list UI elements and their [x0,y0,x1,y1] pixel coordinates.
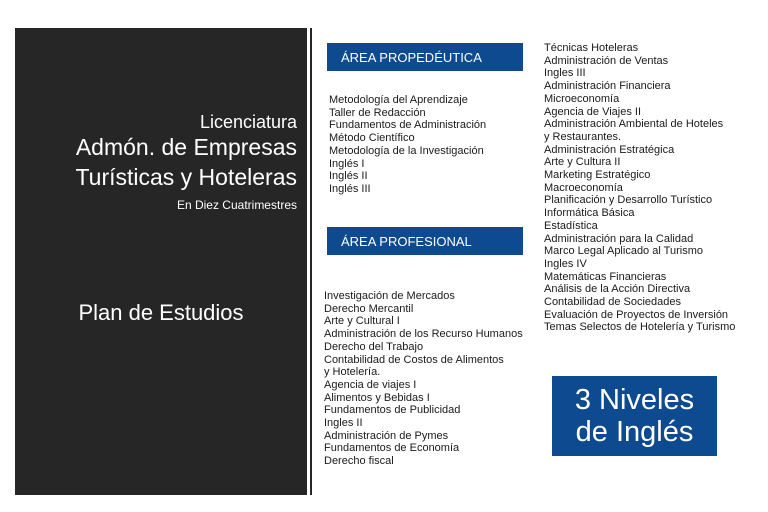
course-item: Administración de Pymes [324,429,449,442]
course-item: Técnicas Hoteleras [544,42,639,54]
badge-line2: de Inglés [575,416,694,448]
profesional-list-col2 [544,42,735,334]
course-item: Administración Ambiental de Hoteles [544,118,724,131]
course-item: Ingles IV [544,257,587,270]
plan-title: Plan de Estudios [78,300,244,325]
course-item: Análisis de la Acción Directiva [544,283,691,296]
degree-title-line2: Turísticas y Hoteleras [75,164,297,190]
course-item: y Hotelería. [324,366,381,379]
course-item: Administración Financiera [544,80,671,93]
course-item: Investigación de Mercados [324,290,455,302]
course-item: Administración de los Recurso Humanos [324,328,523,341]
area-propedeutica-header: ÁREA PROPEDÉUTICA [327,43,523,71]
course-item: Metodología de la Investigación [329,144,484,157]
course-item: Inglés II [329,170,368,183]
course-item: Fundamentos de Administración [329,119,487,132]
course-item: Informática Básica [544,207,635,220]
course-item: Administración de Ventas [544,54,669,67]
course-item: Estadística [544,219,598,232]
course-item: Contabilidad de Costos de Alimentos [324,353,504,366]
course-item: Microeconomía [544,92,620,105]
course-item: Inglés I [329,157,365,170]
course-item: Fundamentos de Publicidad [324,404,461,417]
course-item: Administración Estratégica [544,143,675,156]
course-item: Derecho Mercantil [324,302,414,315]
course-item: Marco Legal Aplicado al Turismo [544,245,703,258]
degree-label: Licenciatura [199,112,297,132]
degree-subtitle: En Diez Cuatrimestres [176,198,297,212]
area-profesional-header: ÁREA PROFESIONAL [327,227,523,255]
course-item: Arte y Cultura II [544,156,621,169]
course-item: Ingles II [324,417,363,430]
badge-line1: 3 Niveles [574,384,695,416]
divider [310,28,312,495]
course-item: Agencia de viajes I [324,378,417,391]
course-item: Planificación y Desarrollo Turístico [544,194,713,207]
course-item: Macroeconomía [544,181,623,194]
course-item: Contabilidad de Sociedades [544,296,681,309]
course-item: Alimentos y Bebidas I [324,391,430,404]
course-item: Inglés III [329,182,371,195]
course-item: Agencia de Viajes II [544,105,642,118]
course-item: Derecho del Trabajo [324,340,424,353]
english-levels-badge [552,376,717,456]
course-item: Fundamentos de Economía [324,442,460,455]
course-item: Arte y Cultural I [324,315,400,328]
course-item: Ingles III [544,67,586,80]
course-item: y Restaurantes. [544,130,622,143]
course-item: Marketing Estratégico [544,169,651,182]
left-panel [15,28,307,495]
course-item: Metodología del Aprendizaje [329,94,468,106]
degree-title-line1: Admón. de Empresas [75,134,297,160]
course-item: Método Científico [329,132,415,145]
course-item: Matemáticas Financieras [544,270,667,283]
profesional-list [324,290,523,468]
course-item: Derecho fiscal [324,455,394,468]
course-item: Administración para la Calidad [544,232,694,245]
course-item: Taller de Redacción [329,106,426,119]
propedeutica-list [329,94,486,196]
course-item: Evaluación de Proyectos de Inversión [544,308,729,321]
course-item: Temas Selectos de Hotelería y Turismo [544,321,736,334]
